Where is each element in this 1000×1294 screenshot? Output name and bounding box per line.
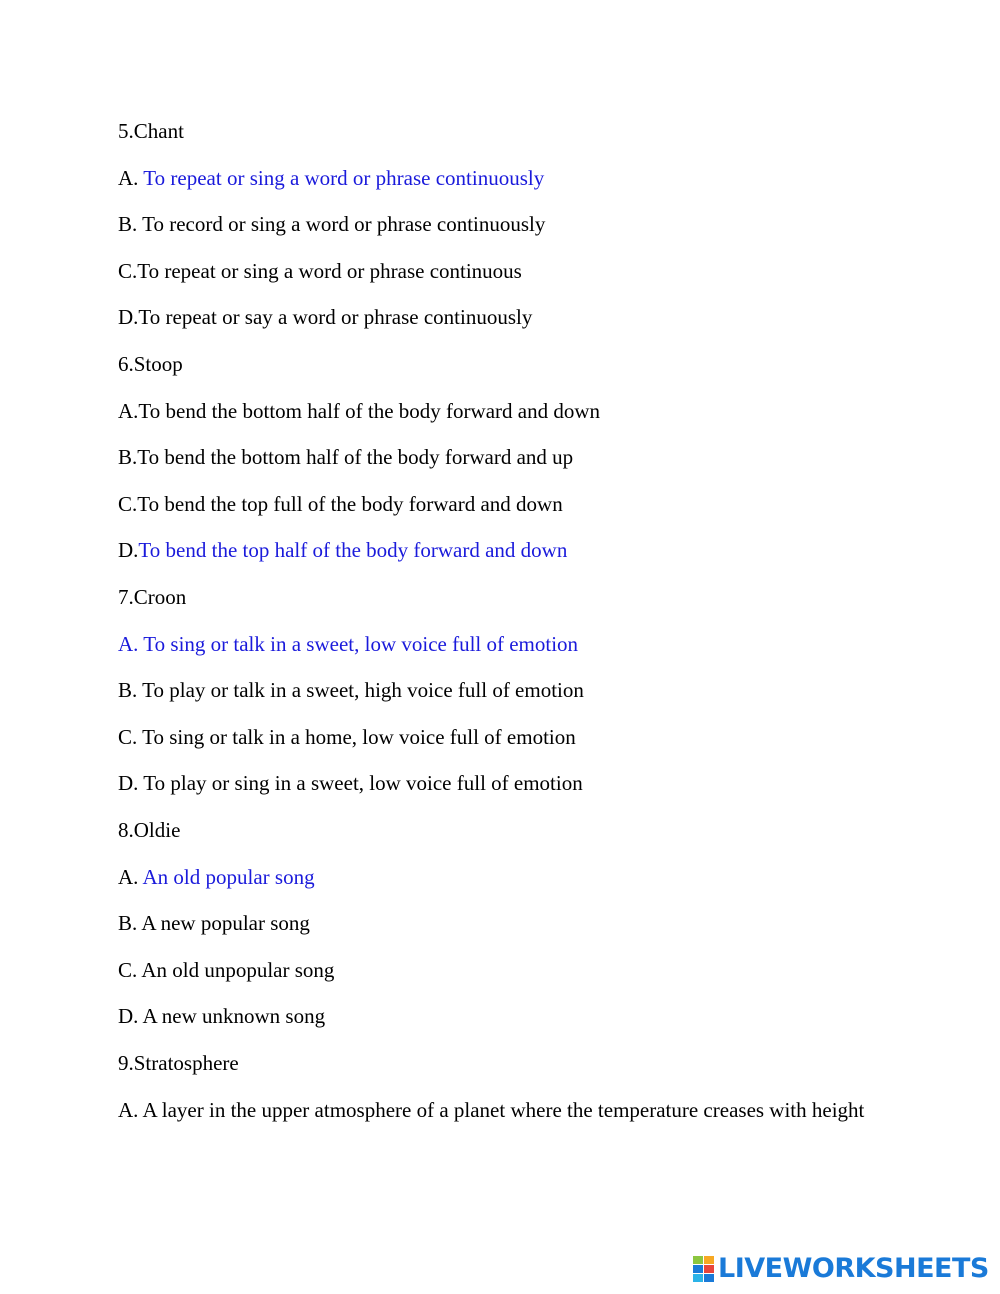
question-9-title: 9.Stratosphere (118, 1051, 239, 1075)
question-8-option-c (118, 955, 334, 985)
question-7-option-c (118, 722, 576, 752)
option-text: C.To repeat or sing a word or phrase continuous (118, 259, 522, 283)
option-text: D. A new unknown song (118, 1004, 326, 1028)
option-text: A.To bend the bottom half of the body forward and down (118, 399, 601, 423)
question-5-option-c (118, 256, 522, 286)
question-6-option-d (118, 535, 567, 565)
option-text: A. A layer in the upper atmosphere of a planet where the temperature creases with height (118, 1098, 865, 1122)
option-text: B. To record or sing a word or phrase continuously (118, 212, 546, 236)
option-text: C. To sing or talk in a home, low voice full of emotion (118, 725, 576, 749)
liveworksheets-brand[interactable] (693, 1252, 989, 1286)
option-text: B.To bend the bottom half of the body forward and up (118, 445, 574, 469)
question-8-option-b (118, 908, 310, 938)
question-6-option-c (118, 489, 563, 519)
question-9-option-a (118, 1095, 888, 1125)
option-text: D. To play or sing in a sweet, low voice full of emotion (118, 771, 583, 795)
question-5-option-b (118, 209, 545, 239)
question-6-option-a (118, 396, 600, 426)
correct-answer-text: An old popular song (142, 865, 315, 889)
correct-answer-text: To bend the top half of the body forward and down (138, 538, 568, 562)
question-8-option-a (118, 862, 315, 892)
correct-answer-text: A. To sing or talk in a sweet, low voice full of emotion (118, 632, 579, 656)
option-text: C.To bend the top full of the body forward and down (118, 492, 563, 516)
option-text: B. To play or talk in a sweet, high voice full of emotion (118, 678, 584, 702)
question-7-option-d (118, 768, 583, 798)
option-text: C. An old unpopular song (118, 958, 335, 982)
question-8-title: 8.Oldie (118, 818, 181, 842)
question-7-title: 7.Croon (118, 585, 187, 609)
option-prefix: D. (118, 538, 139, 562)
correct-answer-text: To repeat or sing a word or phrase continuously (143, 166, 545, 190)
question-6-title: 6.Stoop (118, 352, 183, 376)
question-7-option-a (118, 629, 578, 659)
option-prefix: A. (118, 865, 143, 889)
question-5-title: 5.Chant (118, 119, 184, 143)
liveworksheets-logo-icon (693, 1256, 715, 1282)
question-7-option-b (118, 675, 584, 705)
question-5-option-d (118, 302, 532, 332)
question-6-option-b (118, 442, 573, 472)
option-text: D.To repeat or say a word or phrase continuously (118, 305, 533, 329)
question-5-option-a (118, 163, 544, 193)
brand-name: LIVEWORKSHEETS (718, 1253, 989, 1284)
question-8-option-d (118, 1001, 325, 1031)
option-prefix: A. (118, 166, 144, 190)
option-text: B. A new popular song (118, 911, 310, 935)
